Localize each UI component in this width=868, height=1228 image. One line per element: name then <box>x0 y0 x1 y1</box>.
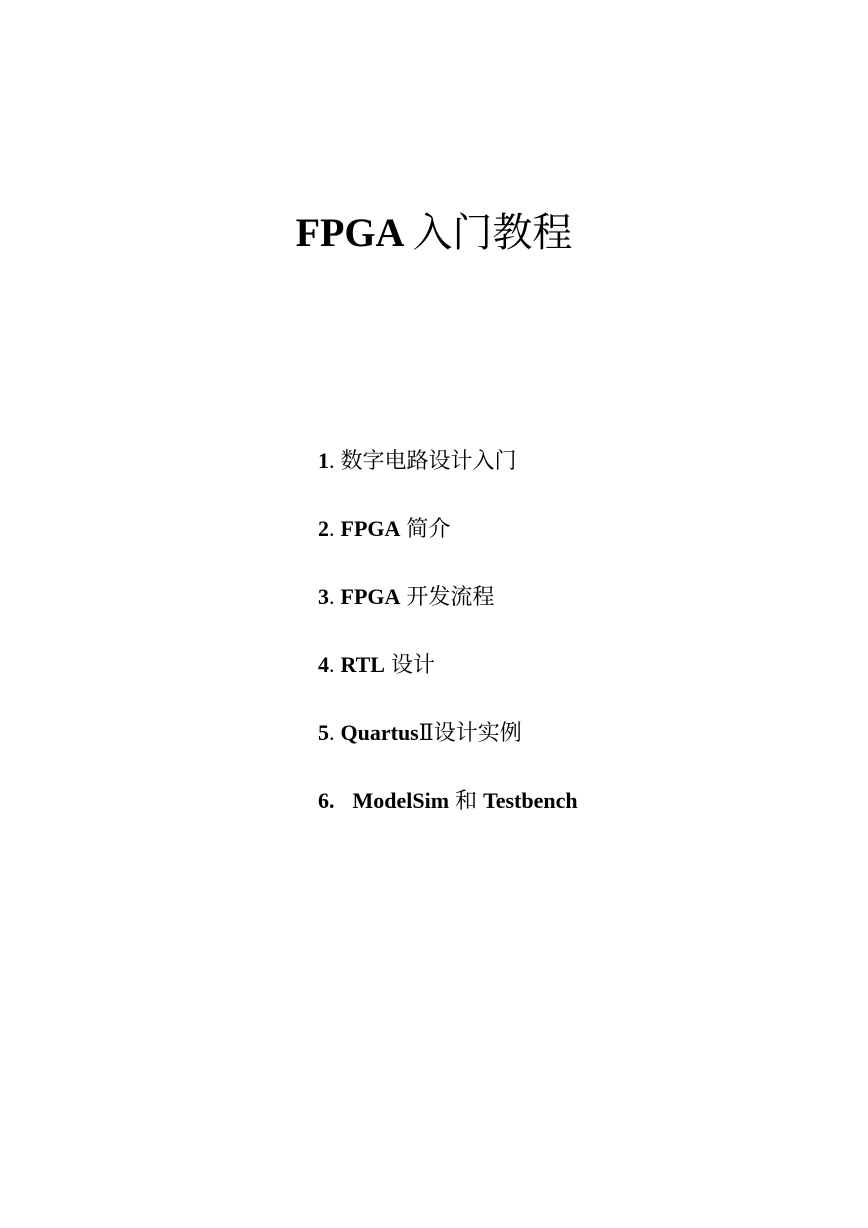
toc-number: 2 <box>318 516 329 541</box>
document-title <box>0 205 868 261</box>
toc-title-latin: FPGA <box>340 584 401 609</box>
toc-title-latin: ModelSim <box>352 788 450 813</box>
toc-item-4 <box>318 646 578 714</box>
toc-separator: . <box>329 584 335 609</box>
toc-title-latin: FPGA <box>340 516 401 541</box>
toc-item-2 <box>318 510 578 578</box>
toc-number: 6 <box>318 788 329 813</box>
toc-item-6 <box>318 782 578 850</box>
toc-title-latin: RTL <box>340 652 385 677</box>
toc-separator: . <box>329 720 335 745</box>
toc-title-cjk: 设计 <box>390 652 435 677</box>
toc-number: 4 <box>318 652 329 677</box>
toc-number: 3 <box>318 584 329 609</box>
toc-title-cjk: 开发流程 <box>406 584 495 609</box>
toc-item-5 <box>318 714 578 782</box>
toc-title: 数字电路设计入门 <box>340 448 517 473</box>
toc-separator: . <box>329 516 335 541</box>
toc-separator: . <box>329 788 335 813</box>
toc-item-3 <box>318 578 578 646</box>
table-of-contents <box>318 442 578 850</box>
toc-title-cjk: 简介 <box>406 516 451 541</box>
toc-separator: . <box>329 652 335 677</box>
toc-title-latin-2: Testbench <box>483 788 578 813</box>
title-latin: FPGA <box>295 210 405 255</box>
toc-separator: . <box>329 448 335 473</box>
toc-title-cjk: 和 <box>455 788 478 813</box>
toc-number: 5 <box>318 720 329 745</box>
title-cjk: 入门教程 <box>412 210 573 255</box>
toc-title-cjk: Ⅱ设计实例 <box>418 720 522 745</box>
toc-item-1 <box>318 442 578 510</box>
toc-number: 1 <box>318 448 329 473</box>
toc-title-latin: Quartus <box>340 720 419 745</box>
